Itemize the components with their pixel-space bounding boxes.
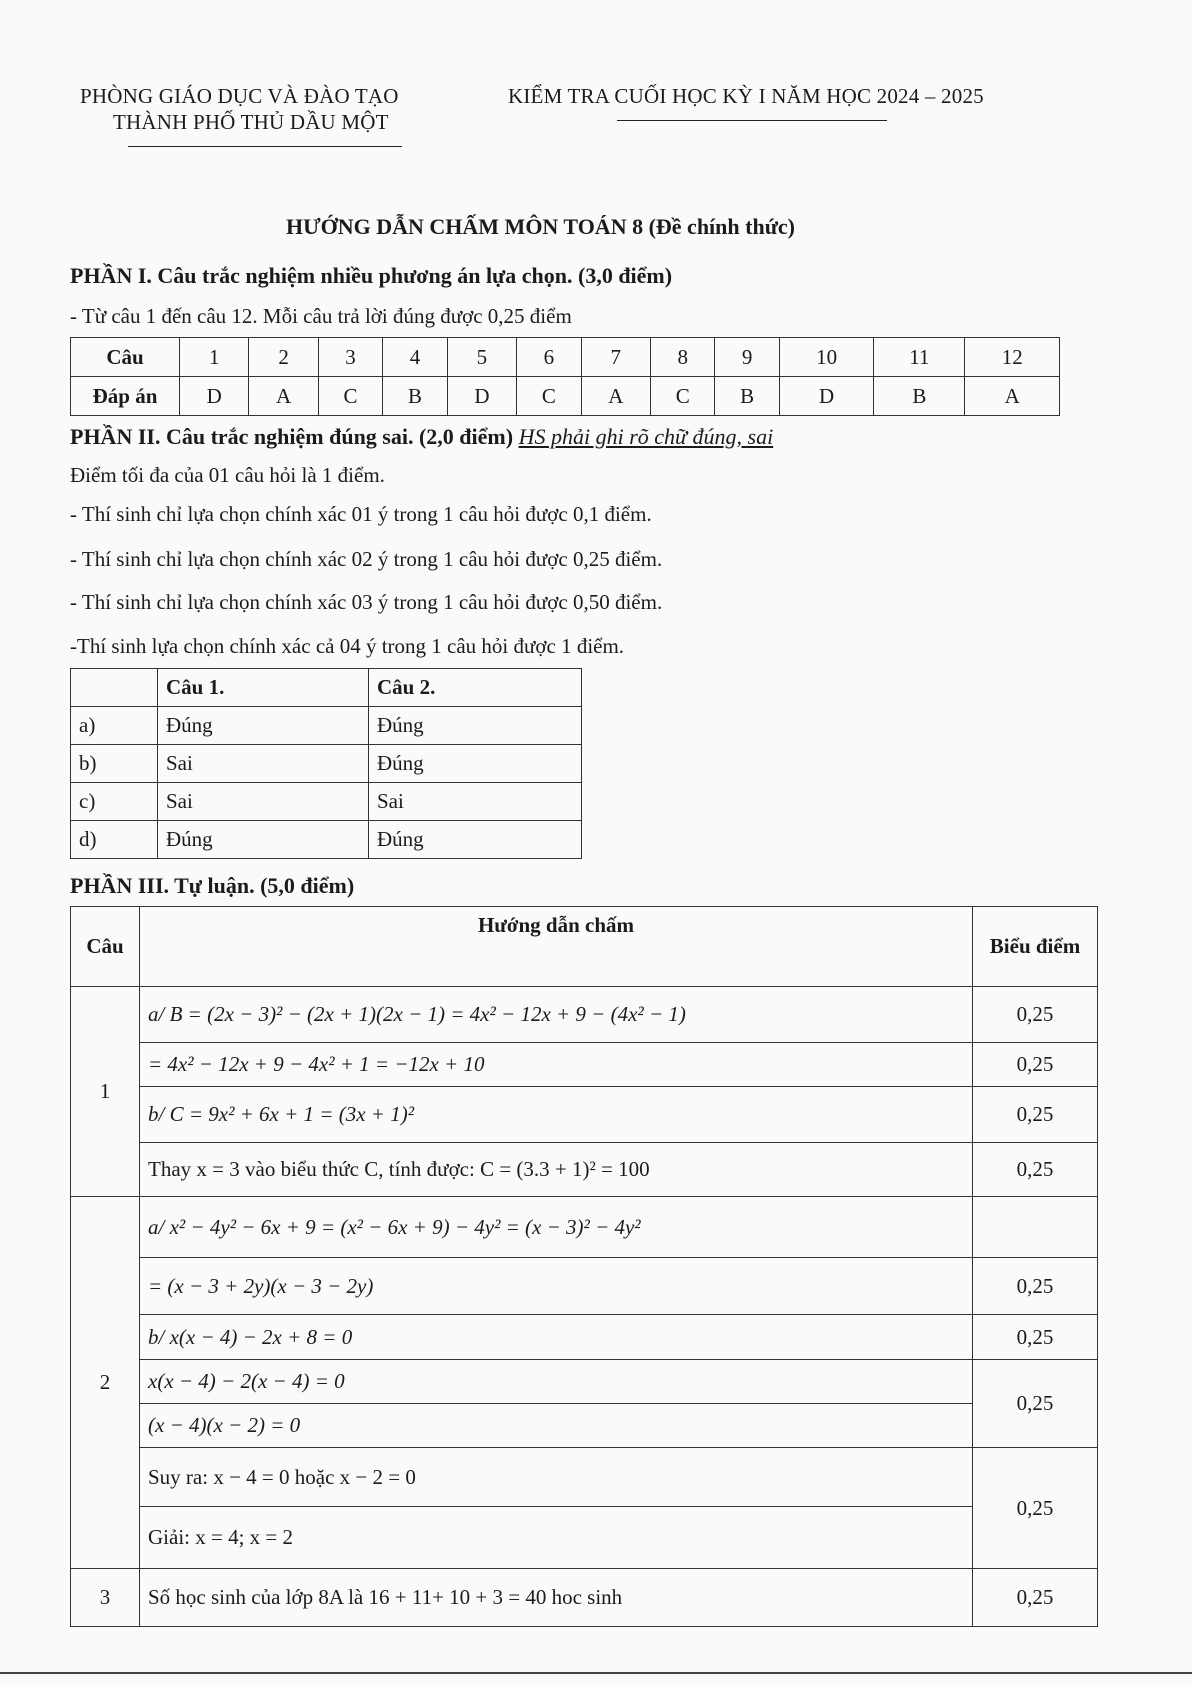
question-number: 9 bbox=[715, 338, 779, 377]
points-empty bbox=[973, 1197, 1098, 1258]
points: 0,25 bbox=[973, 1360, 1098, 1448]
answer-cell: Đúng bbox=[369, 745, 582, 783]
part3-heading: PHẦN III. Tự luận. (5,0 điểm) bbox=[70, 873, 355, 898]
answer-cell: Sai bbox=[158, 783, 369, 821]
answer-cell: Sai bbox=[369, 783, 582, 821]
points: 0,25 bbox=[973, 987, 1098, 1043]
question-number: 12 bbox=[965, 338, 1060, 377]
part2-line: - Thí sinh chỉ lựa chọn chính xác 02 ý trong 1 câu hỏi được 0,25 điểm. bbox=[70, 547, 663, 571]
question-number: 1 bbox=[71, 987, 140, 1197]
essay-grading-table bbox=[70, 906, 1098, 1627]
question-number: 10 bbox=[779, 338, 873, 377]
answer-cell: C bbox=[318, 377, 382, 416]
answer-cell: B bbox=[715, 377, 779, 416]
points: 0,25 bbox=[973, 1569, 1098, 1627]
answer-cell: C bbox=[517, 377, 581, 416]
points: 0,25 bbox=[973, 1448, 1098, 1569]
question-number: 11 bbox=[874, 338, 965, 377]
answer-table-answer-row bbox=[71, 377, 1060, 416]
col-header-question: Câu bbox=[71, 907, 140, 987]
table-row bbox=[71, 1197, 1098, 1258]
true-false-col-2: Câu 2. bbox=[369, 669, 582, 707]
guide-step: a/ B = (2x − 3)² − (2x + 1)(2x − 1) = 4x² − 12x + 9 − (4x² − 1) bbox=[140, 987, 973, 1043]
part2-line: Điểm tối đa của 01 câu hỏi là 1 điểm. bbox=[70, 463, 385, 487]
question-number: 6 bbox=[517, 338, 581, 377]
header-right-underline bbox=[617, 120, 887, 121]
table-row bbox=[71, 1087, 1098, 1143]
points: 0,25 bbox=[973, 1087, 1098, 1143]
table-row bbox=[71, 1258, 1098, 1315]
answer-table-question-row bbox=[71, 338, 1060, 377]
answer-cell: Sai bbox=[158, 745, 369, 783]
table-row bbox=[71, 783, 582, 821]
guide-step: Suy ra: x − 4 = 0 hoặc x − 2 = 0 bbox=[140, 1448, 973, 1507]
table-row bbox=[71, 1143, 1098, 1197]
table-row bbox=[71, 821, 582, 859]
points: 0,25 bbox=[973, 1043, 1098, 1087]
part2-line: - Thí sinh chỉ lựa chọn chính xác 01 ý trong 1 câu hỏi được 0,1 điểm. bbox=[70, 502, 652, 526]
table-row bbox=[71, 1448, 1098, 1507]
answer-cell: D bbox=[447, 377, 516, 416]
part2-heading bbox=[70, 424, 773, 450]
table-row bbox=[71, 1507, 1098, 1569]
page-bottom-edge bbox=[0, 1672, 1192, 1674]
table-row bbox=[71, 1569, 1098, 1627]
row-label: a) bbox=[71, 707, 158, 745]
question-number: 1 bbox=[180, 338, 249, 377]
answer-cell: A bbox=[965, 377, 1060, 416]
question-number: 5 bbox=[447, 338, 516, 377]
table-row bbox=[71, 1315, 1098, 1360]
true-false-corner bbox=[71, 669, 158, 707]
table-row bbox=[71, 1043, 1098, 1087]
row-label: d) bbox=[71, 821, 158, 859]
question-number: 3 bbox=[318, 338, 382, 377]
part2-line: -Thí sinh lựa chọn chính xác cả 04 ý trong 1 câu hỏi được 1 điểm. bbox=[70, 634, 625, 658]
question-number: 8 bbox=[650, 338, 714, 377]
table-row bbox=[71, 1360, 1098, 1404]
guide-step: Thay x = 3 vào biểu thức C, tính được: C = (3.3 + 1)² = 100 bbox=[140, 1143, 973, 1197]
answer-cell: Đúng bbox=[369, 707, 582, 745]
table-row bbox=[71, 707, 582, 745]
answer-cell: Đúng bbox=[158, 707, 369, 745]
guide-step: Số học sinh của lớp 8A là 16 + 11+ 10 + 3 = 40 hoc sinh bbox=[140, 1569, 973, 1627]
answer-cell: B bbox=[874, 377, 965, 416]
answer-cell: Đúng bbox=[158, 821, 369, 859]
guide-step: b/ C = 9x² + 6x + 1 = (3x + 1)² bbox=[140, 1087, 973, 1143]
question-number: 7 bbox=[581, 338, 650, 377]
guide-step: = 4x² − 12x + 9 − 4x² + 1 = −12x + 10 bbox=[140, 1043, 973, 1087]
question-number: 2 bbox=[249, 338, 318, 377]
header-left-underline bbox=[128, 146, 402, 147]
row-label: b) bbox=[71, 745, 158, 783]
answer-cell: Đúng bbox=[369, 821, 582, 859]
points: 0,25 bbox=[973, 1143, 1098, 1197]
col-header-points: Biểu điểm bbox=[973, 907, 1098, 987]
table-row bbox=[71, 987, 1098, 1043]
question-number: 2 bbox=[71, 1197, 140, 1569]
exam-name: KIỂM TRA CUỐI HỌC KỲ I NĂM HỌC 2024 – 2025 bbox=[508, 84, 984, 108]
guide-step: = (x − 3 + 2y)(x − 3 − 2y) bbox=[140, 1258, 973, 1315]
true-false-col-1: Câu 1. bbox=[158, 669, 369, 707]
answer-cell: A bbox=[581, 377, 650, 416]
answer-cell: B bbox=[383, 377, 447, 416]
department-name: PHÒNG GIÁO DỤC VÀ ĐÀO TẠO bbox=[80, 84, 399, 108]
answer-table-label-question: Câu bbox=[71, 338, 180, 377]
true-false-table bbox=[70, 668, 582, 859]
points: 0,25 bbox=[973, 1258, 1098, 1315]
answer-cell: C bbox=[650, 377, 714, 416]
points: 0,25 bbox=[973, 1315, 1098, 1360]
city-name: THÀNH PHỐ THỦ DẦU MỘT bbox=[113, 110, 389, 134]
answer-cell: D bbox=[779, 377, 873, 416]
guide-step: a/ x² − 4y² − 6x + 9 = (x² − 6x + 9) − 4y² = (x − 3)² − 4y² bbox=[140, 1197, 973, 1258]
col-header-guide: Hướng dẫn chấm bbox=[140, 907, 973, 987]
answer-cell: A bbox=[249, 377, 318, 416]
part2-heading-text: PHẦN II. Câu trắc nghiệm đúng sai. (2,0 điểm) bbox=[70, 424, 514, 449]
part2-line: - Thí sinh chỉ lựa chọn chính xác 03 ý trong 1 câu hỏi được 0,50 điểm. bbox=[70, 590, 663, 614]
guide-step: Giải: x = 4; x = 2 bbox=[140, 1507, 973, 1569]
table-row bbox=[71, 1404, 1098, 1448]
row-label: c) bbox=[71, 783, 158, 821]
page-title: HƯỚNG DẪN CHẤM MÔN TOÁN 8 (Đề chính thức) bbox=[286, 214, 795, 239]
essay-header-row bbox=[71, 907, 1098, 987]
table-row bbox=[71, 745, 582, 783]
guide-step: b/ x(x − 4) − 2x + 8 = 0 bbox=[140, 1315, 973, 1360]
answer-table-label-answer: Đáp án bbox=[71, 377, 180, 416]
question-number: 4 bbox=[383, 338, 447, 377]
part2-heading-note: HS phải ghi rõ chữ đúng, sai bbox=[518, 424, 774, 449]
question-number: 3 bbox=[71, 1569, 140, 1627]
true-false-header-row bbox=[71, 669, 582, 707]
part1-heading: PHẦN I. Câu trắc nghiệm nhiều phương án lựa chọn. (3,0 điểm) bbox=[70, 263, 673, 288]
answer-cell: D bbox=[180, 377, 249, 416]
guide-step: x(x − 4) − 2(x − 4) = 0 bbox=[140, 1360, 973, 1404]
part1-note: - Từ câu 1 đến câu 12. Mỗi câu trả lời đúng được 0,25 điểm bbox=[70, 304, 572, 328]
guide-step: (x − 4)(x − 2) = 0 bbox=[140, 1404, 973, 1448]
answer-table bbox=[70, 337, 1060, 416]
